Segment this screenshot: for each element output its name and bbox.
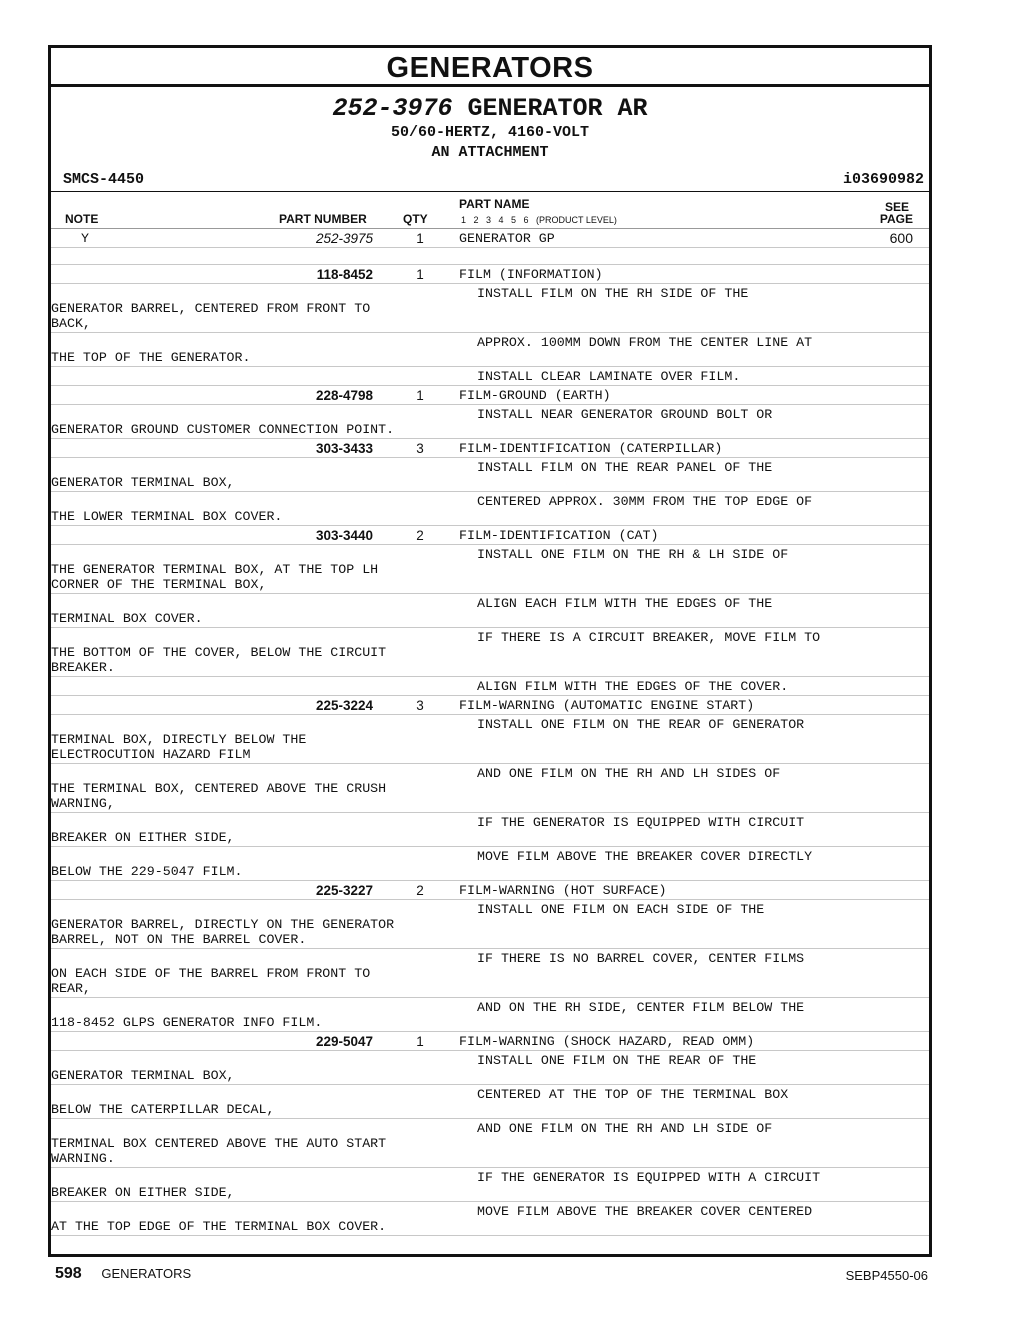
instruction-text: ALIGN FILM WITH THE EDGES OF THE COVER. <box>477 679 789 694</box>
see-page-link[interactable]: 600 <box>889 230 913 246</box>
instruction-text: AND ONE FILM ON THE RH AND LH SIDES OF THE TERMINAL BOX, CENTERED ABOVE THE CRUSH WARNING, <box>51 766 781 811</box>
qty-cell: 1 <box>416 231 424 246</box>
header-levels: 1 2 3 4 5 6 (PRODUCT LEVEL) <box>461 215 617 225</box>
part-number-link[interactable]: 225-3224 <box>315 698 373 713</box>
part-number-link[interactable]: 225-3227 <box>315 883 373 898</box>
instruction-row <box>51 900 929 949</box>
instruction-text: IF THE GENERATOR IS EQUIPPED WITH CIRCUIT BREAKER ON EITHER SIDE, <box>51 815 805 845</box>
group-name: GENERATOR AR <box>467 94 648 123</box>
part-name-cell: FILM-WARNING (AUTOMATIC ENGINE START) <box>459 698 755 713</box>
instruction-row <box>51 1202 929 1236</box>
instruction-text: CENTERED AT THE TOP OF THE TERMINAL BOX BELOW THE CATERPILLAR DECAL, <box>51 1087 789 1117</box>
instruction-row <box>51 677 929 696</box>
instruction-text: INSTALL ONE FILM ON THE RH & LH SIDE OF THE GENERATOR TERMINAL BOX, AT THE TOP LH CORNER OF THE TERMINAL BOX, <box>51 547 789 592</box>
header-qty: QTY <box>403 212 428 226</box>
qty-cell: 3 <box>416 698 424 713</box>
group-subtitle-1: 50/60-HERTZ, 4160-VOLT <box>390 124 590 141</box>
part-row <box>51 386 929 405</box>
header-note: NOTE <box>65 212 99 226</box>
header-page: PAGE <box>879 212 913 226</box>
part-row <box>51 881 929 900</box>
instruction-text: IF THERE IS NO BARREL COVER, CENTER FILMS ON EACH SIDE OF THE BARREL FROM FRONT TO REAR, <box>51 951 805 996</box>
qty-cell: 1 <box>416 1034 424 1049</box>
part-row <box>51 696 929 715</box>
instruction-row <box>51 949 929 998</box>
part-row <box>51 439 929 458</box>
spacer-row <box>51 248 929 265</box>
instruction-text: INSTALL ONE FILM ON THE REAR OF THE GENERATOR TERMINAL BOX, <box>51 1053 757 1083</box>
instruction-row <box>51 284 929 333</box>
part-row <box>51 1032 929 1051</box>
smcs-code: SMCS-4450 <box>63 171 145 188</box>
header-part-name: PART NAME <box>459 197 530 211</box>
instruction-row <box>51 1085 929 1119</box>
instruction-row <box>51 998 929 1032</box>
instruction-row <box>51 492 929 526</box>
instruction-text: INSTALL ONE FILM ON THE REAR OF GENERATOR TERMINAL BOX, DIRECTLY BELOW THE ELECTROCUTION HAZARD FILM <box>51 717 805 762</box>
part-number-link[interactable]: 118-8452 <box>316 267 373 282</box>
instruction-text: ALIGN EACH FILM WITH THE EDGES OF THE TERMINAL BOX COVER. <box>51 596 773 626</box>
qty-cell: 3 <box>416 441 424 456</box>
instruction-text: MOVE FILM ABOVE THE BREAKER COVER DIRECTLY BELOW THE 229-5047 FILM. <box>51 849 813 879</box>
instruction-row <box>51 847 929 881</box>
instruction-text: AND ON THE RH SIDE, CENTER FILM BELOW THE 118-8452 GLPS GENERATOR INFO FILM. <box>51 1000 805 1030</box>
group-subtitle-2: AN ATTACHMENT <box>431 144 549 161</box>
instruction-text: INSTALL FILM ON THE REAR PANEL OF THE GENERATOR TERMINAL BOX, <box>51 460 773 490</box>
parts-table <box>51 229 929 1236</box>
instruction-row <box>51 333 929 367</box>
instruction-text: IF THE GENERATOR IS EQUIPPED WITH A CIRCUIT BREAKER ON EITHER SIDE, <box>51 1170 821 1200</box>
instruction-row <box>51 405 929 439</box>
part-name-cell: GENERATOR GP <box>459 231 555 246</box>
instruction-row <box>51 715 929 764</box>
part-number-link[interactable]: 252-3975 <box>315 231 373 246</box>
group-title <box>51 95 929 123</box>
page-footer <box>55 1265 928 1285</box>
instruction-row <box>51 458 929 492</box>
part-name-cell: FILM-WARNING (SHOCK HAZARD, READ OMM) <box>459 1034 755 1049</box>
footer-section: GENERATORS <box>101 1266 192 1281</box>
instruction-text: INSTALL NEAR GENERATOR GROUND BOLT OR GENERATOR GROUND CUSTOMER CONNECTION POINT. <box>51 407 773 437</box>
instruction-text: APPROX. 100MM DOWN FROM THE CENTER LINE AT THE TOP OF THE GENERATOR. <box>51 335 813 365</box>
instruction-text: INSTALL ONE FILM ON EACH SIDE OF THE GENERATOR BARREL, DIRECTLY ON THE GENERATOR BARREL, NOT ON THE BARREL COVER. <box>51 902 765 947</box>
instruction-row <box>51 367 929 386</box>
part-number-link[interactable]: 303-3433 <box>315 441 373 456</box>
part-name-cell: FILM-IDENTIFICATION (CAT) <box>459 528 659 543</box>
instruction-row <box>51 594 929 628</box>
instruction-text: INSTALL FILM ON THE RH SIDE OF THE GENERATOR BARREL, CENTERED FROM FRONT TO BACK, <box>51 286 749 331</box>
part-number-link[interactable]: 303-3440 <box>315 528 373 543</box>
instruction-text: IF THERE IS A CIRCUIT BREAKER, MOVE FILM TO THE BOTTOM OF THE COVER, BELOW THE CIRCUIT BREAKER. <box>51 630 821 675</box>
part-name-cell: FILM-WARNING (HOT SURFACE) <box>459 883 667 898</box>
header-part-number: PART NUMBER <box>279 212 367 226</box>
instruction-row <box>51 764 929 813</box>
part-number-link[interactable]: 228-4798 <box>315 388 373 403</box>
instruction-row <box>51 1168 929 1202</box>
table-header <box>51 191 929 229</box>
instruction-text: INSTALL CLEAR LAMINATE OVER FILM. <box>477 369 741 384</box>
instruction-row <box>51 1119 929 1168</box>
instruction-row <box>51 628 929 677</box>
page-number: 598 <box>55 1265 82 1282</box>
qty-cell: 2 <box>416 883 424 898</box>
qty-cell: 2 <box>416 528 424 543</box>
instruction-row <box>51 545 929 594</box>
instruction-row <box>51 813 929 847</box>
section-title: GENERATORS <box>51 48 929 87</box>
note-cell: Y <box>81 231 89 246</box>
instruction-text: MOVE FILM ABOVE THE BREAKER COVER CENTERED AT THE TOP EDGE OF THE TERMINAL BOX COVER. <box>51 1204 813 1234</box>
instruction-row <box>51 1051 929 1085</box>
id-row <box>51 169 929 191</box>
table-row <box>51 229 929 248</box>
part-number-link[interactable]: 229-5047 <box>315 1034 373 1049</box>
part-name-cell: FILM-IDENTIFICATION (CATERPILLAR) <box>459 441 723 456</box>
instruction-text: AND ONE FILM ON THE RH AND LH SIDE OF TERMINAL BOX CENTERED ABOVE THE AUTO START WARNING. <box>51 1121 773 1166</box>
group-number: 252-3976 <box>332 94 453 123</box>
part-row <box>51 526 929 545</box>
page-frame <box>48 45 932 1257</box>
qty-cell: 1 <box>416 267 424 282</box>
info-id: i03690982 <box>842 171 924 188</box>
instruction-text: CENTERED APPROX. 30MM FROM THE TOP EDGE OF THE LOWER TERMINAL BOX COVER. <box>51 494 813 524</box>
part-name-cell: FILM (INFORMATION) <box>459 267 603 282</box>
part-name-cell: FILM-GROUND (EARTH) <box>459 388 611 403</box>
part-row <box>51 265 929 284</box>
header-see: SEE <box>884 200 909 214</box>
qty-cell: 1 <box>416 388 424 403</box>
document-id: SEBP4550-06 <box>845 1268 928 1283</box>
